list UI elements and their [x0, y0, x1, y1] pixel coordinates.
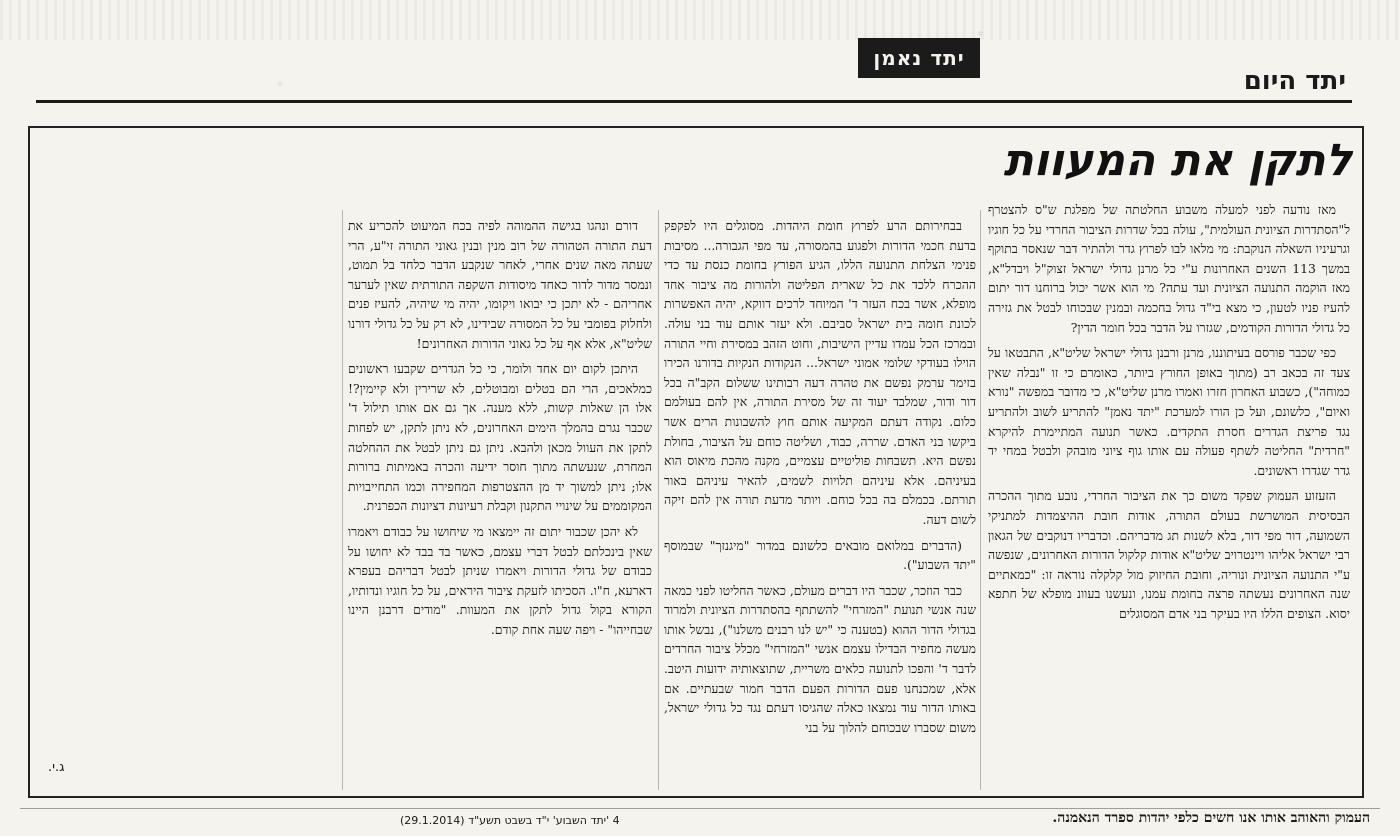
issue-info: 4 'יתד השבוע' י"ד בשבט תשע"ד (29.1.2014): [400, 814, 620, 827]
article-column-2: [664, 216, 976, 743]
article-paragraph: לא יהכן שכבור יתום זה יימצאו מי שיחושו על כבודם ויאמרו שאין בינכלתם לבטל דברי עצמם, כאשר בד בבד לא יחושו על כבודם של גדולי הדורות ויאמרו שניתן לבטל דבריהם בעפרא דארעא, ח"ו. הסכיתו לזעקת ציבור היראים, על כל חוגיו ונדותיו, הקורא בקול גדול לתקן את המעוות. "מודים דרבנן היינו שבחייהו" - ויפה שעה אחת קודם.: [348, 523, 652, 637]
article-paragraph: כפי שכבר פורסם בעיתוננו, מרנן ורבנן גדולי ישראל שליט"א, התבטאו על צעד זה בכאב רב (מתוך באופן החורץ ביותר, כאומרם כי זו "נבלה שאין כמוחה"), כשבוע האחרון חזרו ואמרו מרנן שליט"א, כי מדובר במפשה "נורא ואיום", כלשונם, ועל כן הורו למערכת "יתד נאמן" להתריע לשוב ולהתריע נגד פריצת הגדרים חסרת התקדים. כאשר תנועה המתיימרת להיקרא "חרדית" החליטה לשתף פעולה עם אותו גוף ציוני מובהק ולבטל במחי יד גדר שגדרו ראשונים.: [988, 345, 1350, 478]
article-paragraph: דורם ונהגו בגישה ההמוהה לפיה בכח המיעוט להכריע את דעת התורה הטהורה של רוב מנין ובנין גאוני התורה זי"ע, הרי שעתה מאה שנים אחרי, לאחר שנקבע הדבר כלחד בל תמוט, ונמסר מדור לדור כאחד מיסודות השקפה התורתית שאין לערער אחריהם - לא יתכן כי יבואו ויקומו, יהיה מי שיהיה, להעיז פנים ולחלוק בפומבי על כל המסורה שבידינו, לא רק על כל גדולי דורנו שליט"א, אלא אף על כל גאוני הדורות האחרונים!: [348, 218, 652, 351]
article-headline: לתקן את המעוות: [1003, 135, 1352, 186]
section-title: יתד היום: [1243, 66, 1346, 96]
newspaper-logo-text: יתד נאמן: [873, 46, 965, 70]
article-paragraph: הזעזוע העמוק שפקד משום כך את הציבור החרדי, נובע מתוך ההכרה הבסיסית המושרשת בעולם התורה, אודות חובת ההיצמדות למתניקי השמועה, דור מפי דור, בלא לשנות תג מדבריהם. וכדבריו דנוקבים של הגאון רבי ישראל אליהו ויינטרויב שליט"א אודות קלקול הדורות האחרונים, שנפשה ע"י התנועה הציונית ונוריה, וחובת החיזוק מול קלקלה נוראה זו: "כמאתיים שנה האחרונים נעשתה פרצה בחומת עמנו, ונעשנו בעוונ מופלא של חתפא יסוא. הצופים הללו היו בעיקר בני אדם המסוגלים: [988, 488, 1350, 621]
newspaper-logo: [858, 38, 980, 78]
author-signature: .ג.י: [48, 760, 65, 775]
column-separator: [342, 210, 343, 790]
article-column-3: [348, 216, 652, 645]
article-paragraph: כבר הוזכר, שכבר היו דברים מעולם, כאשר החליטו לפני כמאה שנה אנשי תנועת "המזרחי" להשתתף בהסתדרות הציונית ולמרוד בגדולי הדור ההוא (בטענה כי "יש לנו רבנים משלנו"), נבשל אותו מעשה מחפיר הבדילו עצמם אנשי "המזרחי" מכלל ציבור החרדים לדבר ד' והפכו לתנועה כלאים משריית, שתוצאותיה ידועות היטב. אלא, שמכנחנו פעם הדורות הפעם הדבר חמור שבעתיים. אם באותו הדור עוד נמצאו כאלה שהגיסו דעתם נגד כל גדולי ישראל, משום שסברו שבכוחם להלוך על בני: [664, 582, 976, 735]
article-column-1: [988, 200, 1350, 629]
column-separator: [658, 210, 659, 790]
article-paragraph: היתכן לקום יום אחד ולומר, כי כל הגדרים שקבעו ראשונים כמלאכים, הרי הם בטלים ומבוטלים, לא שרירין ולא קיימין?! אלו הן שאלות קשות, ללא מענה. אך גם אם אותו תילול ד' שכבר נגרם בהמלך הימים האחרונים, לא ניתן לתקן, יש לפחות לתקן את העוול מכאן ולהבא. ניתן גם ניתן לבטל את ההחלטה המחרת, שנעשתה מתוך חוסר ידיעה והכרה באמיתות ברורות אלו; ניתן למשוך יד מן ההצטרפות המחפירה וכמו התחייבויות המקוממים על שינויי התקנון וקבלת רעיונות דציונות הכפרנית.: [348, 361, 652, 514]
section-divider: [36, 100, 1352, 103]
footer-divider: [20, 808, 1380, 809]
article-paragraph: (הדברים במלואם מובאים כלשונם במדור "מיגנזך" שבמוסף "יתד השבוע").: [664, 537, 976, 573]
article-paragraph: בבחירותם הרע לפרוץ חומת היהדות. מסוגלים היו לפקפק בדעת חכמי הדורות ולפגוע בהמסורה, עד מפי הגבורה... מסיבות פנימי הצלחת התנועה הללו, הגיע הפורץ בחומת כנסת עד כדי ההכרח ללכד את כל שארית הפליטה ולהורות מה ציבור אחד מופלא, אשר בכח העזר ד' המיוחד לרכים דווקא, יהיה האפשרות לכונת חומה בית ישראל סביבם. ולא יעזר אותם עוד בני עולה. ובמרכז הכל עמדו עדיין הישיבות, וחוט הזהב במסירת וחיי התורה הוילו בעודקי שלומי אמוני ישראל... הנקודות הנקיות בדורנו הכירו בזימר ערמק נפשם את טהרה דעה רבותינו ששלום הקב"ה בכל דור ודור, שמלבד יעוד זה של מסירת התורה, אין להם בעולמם כלום. נקודה דעתם המקיעה אותם חוץ להשבונות הרים אשר ביקשו בני האדם. שררה, כבוד, ושליטה כוחם על הציבור, בחולת נפשם היא. תשבחות פוליטיים עצמיים, מקנה מהכת מיאוס הוא בעיניהם. אלא עיניהם תלויות לשמים, להאיר עיניהם באור תורתם. בכמלם בה בכל כוחם. ויותר מדעת תורה אין להם זיקה לשום דעה.: [664, 218, 976, 527]
scan-noise-strip: [0, 0, 1400, 40]
article-paragraph: מאז נודעה לפני למעלה משבוע החלטתה של מפלגת ש"ס להצטרף ל"הסתדרות הציונית העולמית", עולה בכל שדרות הציבור החרדי על כל חוגיו וגרעיניו השאלה הנוקבת: מי מלאו לבו לפרוץ גדר ולהתיר דבר שנאסר בתוקף במשך 113 השנים האחרונות ע"י כל מרנן גדולי ישראל זצוק"ל ויבדל"א, מאז הוקמה התנועה הציונית ועד עתה? מי הוא אשר יכול ברוחנו דור יתום להעיז פניו לטעון, כי מצא בי"ד גדול בחכמה ובמנין שבכוחו לבטל את גזירה כל גדולי הדורות הקודמים, שגזרו על הדבר בכל חומר הדין?: [988, 202, 1350, 335]
running-text: העמוק והאוהב אותו אנו חשים כלפי יהדות ספרד הנאמנה.: [1052, 810, 1370, 826]
column-separator: [980, 210, 981, 790]
